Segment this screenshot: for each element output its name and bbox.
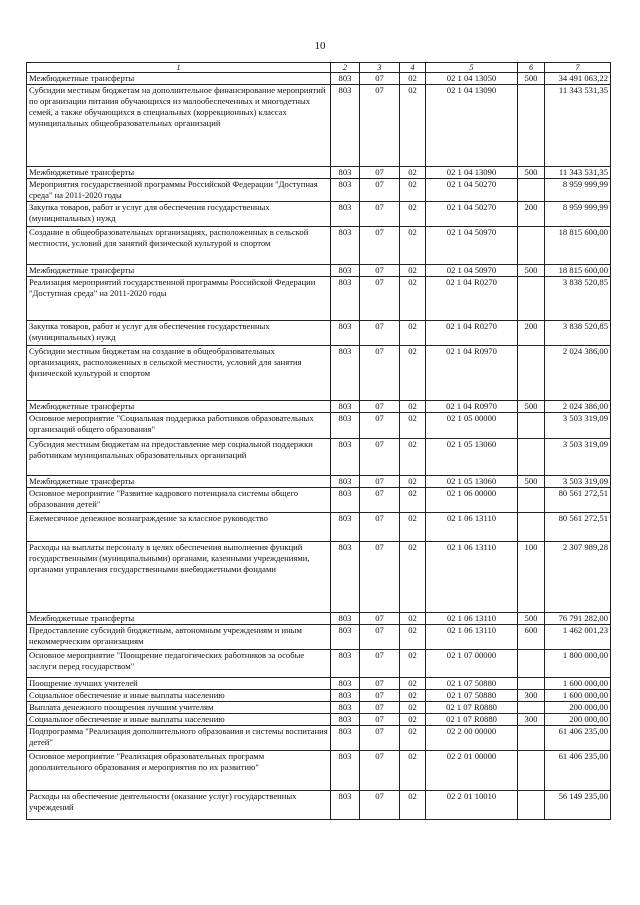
target-article-cell: 02 1 05 13060	[426, 439, 518, 476]
expense-type-cell: 200	[518, 202, 545, 227]
table-row	[27, 413, 611, 439]
column-header: 5	[426, 63, 518, 73]
expense-type-cell	[518, 791, 545, 820]
section-cell: 07	[360, 726, 400, 751]
amount-cell: 8 959 999,99	[545, 179, 611, 202]
target-article-cell: 02 1 06 13110	[426, 613, 518, 625]
code-cell: 803	[331, 488, 360, 513]
amount-cell: 1 600 000,00	[545, 678, 611, 690]
code-cell: 803	[331, 401, 360, 413]
target-article-cell: 02 1 07 50880	[426, 690, 518, 702]
expense-type-cell	[518, 513, 545, 542]
section-cell: 07	[360, 625, 400, 650]
code-cell: 803	[331, 167, 360, 179]
table-row	[27, 321, 611, 346]
table-row	[27, 791, 611, 820]
subsection-cell: 02	[400, 690, 426, 702]
section-cell: 07	[360, 714, 400, 726]
row-name-cell: Субсидии местным бюджетам на создание в общеобразовательных организациях, расположенных в сельской местности, условий для занятия физической культурой и спортом	[27, 346, 331, 401]
expense-type-cell: 500	[518, 613, 545, 625]
expense-type-cell	[518, 227, 545, 265]
expense-type-cell	[518, 678, 545, 690]
amount-cell: 61 406 235,00	[545, 751, 611, 791]
subsection-cell: 02	[400, 476, 426, 488]
expense-type-cell	[518, 346, 545, 401]
row-name-cell: Предоставление субсидий бюджетным, автономным учреждениям и иным некоммерческим организациям	[27, 625, 331, 650]
table-row	[27, 73, 611, 85]
expense-type-cell	[518, 85, 545, 167]
subsection-cell: 02	[400, 346, 426, 401]
table-row	[27, 702, 611, 714]
target-article-cell: 02 1 07 00000	[426, 650, 518, 678]
row-name-cell: Субсидия местным бюджетам на предоставление мер социальной поддержки работникам муниципальных образовательных организаций	[27, 439, 331, 476]
amount-cell: 80 561 272,51	[545, 488, 611, 513]
section-cell: 07	[360, 73, 400, 85]
code-cell: 803	[331, 690, 360, 702]
row-name-cell: Мероприятия государственной программы Российской Федерации "Доступная среда" на 2011-2020 годы	[27, 179, 331, 202]
subsection-cell: 02	[400, 613, 426, 625]
code-cell: 803	[331, 625, 360, 650]
table-row	[27, 167, 611, 179]
table-row	[27, 227, 611, 265]
row-name-cell: Основное мероприятие "Поощрение педагогических работников за особые заслуги перед государством"	[27, 650, 331, 678]
expense-type-cell: 300	[518, 690, 545, 702]
section-cell: 07	[360, 277, 400, 321]
amount-cell: 2 307 989,28	[545, 542, 611, 613]
column-header: 2	[331, 63, 360, 73]
table-row	[27, 650, 611, 678]
target-article-cell: 02 2 01 10010	[426, 791, 518, 820]
table-row	[27, 179, 611, 202]
subsection-cell: 02	[400, 277, 426, 321]
expense-type-cell	[518, 702, 545, 714]
subsection-cell: 02	[400, 714, 426, 726]
expense-type-cell	[518, 488, 545, 513]
target-article-cell: 02 1 04 13050	[426, 73, 518, 85]
row-name-cell: Подпрограмма "Реализация дополнительного образования и системы воспитания детей"	[27, 726, 331, 751]
row-name-cell: Социальное обеспечение и иные выплаты населению	[27, 690, 331, 702]
code-cell: 803	[331, 413, 360, 439]
table-row	[27, 613, 611, 625]
subsection-cell: 02	[400, 73, 426, 85]
table-row	[27, 488, 611, 513]
subsection-cell: 02	[400, 321, 426, 346]
expense-type-cell	[518, 751, 545, 791]
amount-cell: 3 503 319,09	[545, 476, 611, 488]
expense-type-cell	[518, 726, 545, 751]
table-row	[27, 346, 611, 401]
section-cell: 07	[360, 613, 400, 625]
code-cell: 803	[331, 751, 360, 791]
expense-type-cell: 600	[518, 625, 545, 650]
expense-type-cell: 300	[518, 714, 545, 726]
amount-cell: 18 815 600,00	[545, 265, 611, 277]
table-row	[27, 625, 611, 650]
amount-cell: 200 000,00	[545, 714, 611, 726]
target-article-cell: 02 1 06 00000	[426, 488, 518, 513]
code-cell: 803	[331, 73, 360, 85]
amount-cell: 3 838 520,85	[545, 277, 611, 321]
code-cell: 803	[331, 277, 360, 321]
page-number: 10	[314, 40, 326, 52]
target-article-cell: 02 1 04 50970	[426, 227, 518, 265]
table-row	[27, 726, 611, 751]
column-header: 6	[518, 63, 545, 73]
subsection-cell: 02	[400, 542, 426, 613]
section-cell: 07	[360, 542, 400, 613]
target-article-cell: 02 1 04 50970	[426, 265, 518, 277]
amount-cell: 11 343 531,35	[545, 167, 611, 179]
row-name-cell: Межбюджетные трансферты	[27, 265, 331, 277]
amount-cell: 56 149 235,00	[545, 791, 611, 820]
code-cell: 803	[331, 265, 360, 277]
table-row	[27, 751, 611, 791]
section-cell: 07	[360, 265, 400, 277]
code-cell: 803	[331, 714, 360, 726]
code-cell: 803	[331, 702, 360, 714]
row-name-cell: Межбюджетные трансферты	[27, 613, 331, 625]
section-cell: 07	[360, 488, 400, 513]
subsection-cell: 02	[400, 413, 426, 439]
code-cell: 803	[331, 678, 360, 690]
row-name-cell: Социальное обеспечение и иные выплаты населению	[27, 714, 331, 726]
amount-cell: 3 503 319,09	[545, 413, 611, 439]
code-cell: 803	[331, 650, 360, 678]
subsection-cell: 02	[400, 167, 426, 179]
table-row	[27, 513, 611, 542]
column-header: 7	[545, 63, 611, 73]
code-cell: 803	[331, 346, 360, 401]
column-header: 3	[360, 63, 400, 73]
amount-cell: 2 024 386,00	[545, 401, 611, 413]
expense-type-cell: 500	[518, 73, 545, 85]
row-name-cell: Поощрение лучших учителей	[27, 678, 331, 690]
amount-cell: 200 000,00	[545, 702, 611, 714]
table-row	[27, 401, 611, 413]
section-cell: 07	[360, 401, 400, 413]
target-article-cell: 02 1 04 R0970	[426, 346, 518, 401]
table-row	[27, 714, 611, 726]
table-row	[27, 476, 611, 488]
target-article-cell: 02 1 06 13110	[426, 542, 518, 613]
row-name-cell: Основное мероприятие "Социальная поддержка работников образовательных организаций общего образования"	[27, 413, 331, 439]
subsection-cell: 02	[400, 439, 426, 476]
code-cell: 803	[331, 542, 360, 613]
row-name-cell: Межбюджетные трансферты	[27, 401, 331, 413]
target-article-cell: 02 1 04 13090	[426, 167, 518, 179]
target-article-cell: 02 2 00 00000	[426, 726, 518, 751]
amount-cell: 1 600 000,00	[545, 690, 611, 702]
target-article-cell: 02 1 04 50270	[426, 179, 518, 202]
amount-cell: 76 791 282,00	[545, 613, 611, 625]
code-cell: 803	[331, 726, 360, 751]
section-cell: 07	[360, 179, 400, 202]
section-cell: 07	[360, 476, 400, 488]
target-article-cell: 02 1 04 R0270	[426, 277, 518, 321]
budget-table	[26, 62, 611, 820]
row-name-cell: Межбюджетные трансферты	[27, 167, 331, 179]
row-name-cell: Расходы на обеспечение деятельности (оказание услуг) государственных учреждений	[27, 791, 331, 820]
code-cell: 803	[331, 513, 360, 542]
code-cell: 803	[331, 791, 360, 820]
amount-cell: 80 561 272,51	[545, 513, 611, 542]
target-article-cell: 02 1 07 R0880	[426, 714, 518, 726]
column-header: 1	[27, 63, 331, 73]
target-article-cell: 02 2 01 00000	[426, 751, 518, 791]
target-article-cell: 02 1 07 50880	[426, 678, 518, 690]
column-header: 4	[400, 63, 426, 73]
subsection-cell: 02	[400, 678, 426, 690]
row-name-cell: Выплата денежного поощрения лучшим учителям	[27, 702, 331, 714]
subsection-cell: 02	[400, 751, 426, 791]
subsection-cell: 02	[400, 513, 426, 542]
table-row	[27, 265, 611, 277]
subsection-cell: 02	[400, 227, 426, 265]
row-name-cell: Ежемесячное денежное вознаграждение за классное руководство	[27, 513, 331, 542]
row-name-cell: Межбюджетные трансферты	[27, 73, 331, 85]
section-cell: 07	[360, 439, 400, 476]
section-cell: 07	[360, 321, 400, 346]
subsection-cell: 02	[400, 488, 426, 513]
table-row	[27, 542, 611, 613]
expense-type-cell: 500	[518, 167, 545, 179]
subsection-cell: 02	[400, 726, 426, 751]
table-row	[27, 690, 611, 702]
target-article-cell: 02 1 04 R0970	[426, 401, 518, 413]
expense-type-cell: 100	[518, 542, 545, 613]
target-article-cell: 02 1 06 13110	[426, 625, 518, 650]
target-article-cell: 02 1 07 R0880	[426, 702, 518, 714]
expense-type-cell	[518, 413, 545, 439]
section-cell: 07	[360, 413, 400, 439]
row-name-cell: Расходы на выплаты персоналу в целях обеспечения выполнения функций государственными (муниципальными) органами, казенными учреждениями, органами управления государственными внебюджетными фондами	[27, 542, 331, 613]
code-cell: 803	[331, 476, 360, 488]
table-body	[27, 73, 611, 820]
section-cell: 07	[360, 227, 400, 265]
target-article-cell: 02 1 05 00000	[426, 413, 518, 439]
code-cell: 803	[331, 613, 360, 625]
target-article-cell: 02 1 05 13060	[426, 476, 518, 488]
expense-type-cell: 500	[518, 401, 545, 413]
section-cell: 07	[360, 202, 400, 227]
code-cell: 803	[331, 202, 360, 227]
row-name-cell: Основное мероприятие "Реализация образовательных программ дополнительного образования и мероприятия по их развитию"	[27, 751, 331, 791]
subsection-cell: 02	[400, 650, 426, 678]
expense-type-cell: 500	[518, 476, 545, 488]
expense-type-cell: 500	[518, 265, 545, 277]
row-name-cell: Субсидии местным бюджетам на дополнительное финансирование мероприятий по организации питания обучающихся из малообеспеченных и многодетных семей, а также обучающихся в специальных (коррекционных) классах муниципальных общеобразовательных организаций	[27, 85, 331, 167]
header-row	[27, 63, 611, 73]
row-name-cell: Создание в общеобразовательных организациях, расположенных в сельской местности, условий для занятий физической культурой и спортом	[27, 227, 331, 265]
row-name-cell: Основное мероприятие "Развитие кадрового потенциала системы общего образования детей"	[27, 488, 331, 513]
table-row	[27, 202, 611, 227]
table-row	[27, 439, 611, 476]
code-cell: 803	[331, 179, 360, 202]
expense-type-cell	[518, 650, 545, 678]
target-article-cell: 02 1 04 13090	[426, 85, 518, 167]
subsection-cell: 02	[400, 702, 426, 714]
expense-type-cell	[518, 277, 545, 321]
code-cell: 803	[331, 439, 360, 476]
amount-cell: 3 503 319,09	[545, 439, 611, 476]
row-name-cell: Межбюджетные трансферты	[27, 476, 331, 488]
row-name-cell: Закупка товаров, работ и услуг для обеспечения государственных (муниципальных) нужд	[27, 321, 331, 346]
amount-cell: 3 838 520,85	[545, 321, 611, 346]
subsection-cell: 02	[400, 202, 426, 227]
table-row	[27, 277, 611, 321]
section-cell: 07	[360, 678, 400, 690]
amount-cell: 8 959 999,99	[545, 202, 611, 227]
section-cell: 07	[360, 167, 400, 179]
target-article-cell: 02 1 06 13110	[426, 513, 518, 542]
section-cell: 07	[360, 702, 400, 714]
amount-cell: 1 800 000,00	[545, 650, 611, 678]
amount-cell: 2 024 386,00	[545, 346, 611, 401]
section-cell: 07	[360, 513, 400, 542]
expense-type-cell	[518, 439, 545, 476]
row-name-cell: Реализация мероприятий государственной программы Российской Федерации "Доступная среда" на 2011-2020 годы	[27, 277, 331, 321]
section-cell: 07	[360, 346, 400, 401]
section-cell: 07	[360, 690, 400, 702]
section-cell: 07	[360, 751, 400, 791]
expense-type-cell	[518, 179, 545, 202]
code-cell: 803	[331, 85, 360, 167]
amount-cell: 1 462 001,23	[545, 625, 611, 650]
row-name-cell: Закупка товаров, работ и услуг для обеспечения государственных (муниципальных) нужд	[27, 202, 331, 227]
expense-type-cell: 200	[518, 321, 545, 346]
subsection-cell: 02	[400, 401, 426, 413]
amount-cell: 34 491 063,22	[545, 73, 611, 85]
subsection-cell: 02	[400, 179, 426, 202]
section-cell: 07	[360, 791, 400, 820]
section-cell: 07	[360, 85, 400, 167]
amount-cell: 11 343 531,35	[545, 85, 611, 167]
subsection-cell: 02	[400, 791, 426, 820]
code-cell: 803	[331, 321, 360, 346]
code-cell: 803	[331, 227, 360, 265]
subsection-cell: 02	[400, 625, 426, 650]
target-article-cell: 02 1 04 R0270	[426, 321, 518, 346]
subsection-cell: 02	[400, 85, 426, 167]
table-row	[27, 678, 611, 690]
section-cell: 07	[360, 650, 400, 678]
amount-cell: 61 406 235,00	[545, 726, 611, 751]
amount-cell: 18 815 600,00	[545, 227, 611, 265]
table-row	[27, 85, 611, 167]
target-article-cell: 02 1 04 50270	[426, 202, 518, 227]
subsection-cell: 02	[400, 265, 426, 277]
